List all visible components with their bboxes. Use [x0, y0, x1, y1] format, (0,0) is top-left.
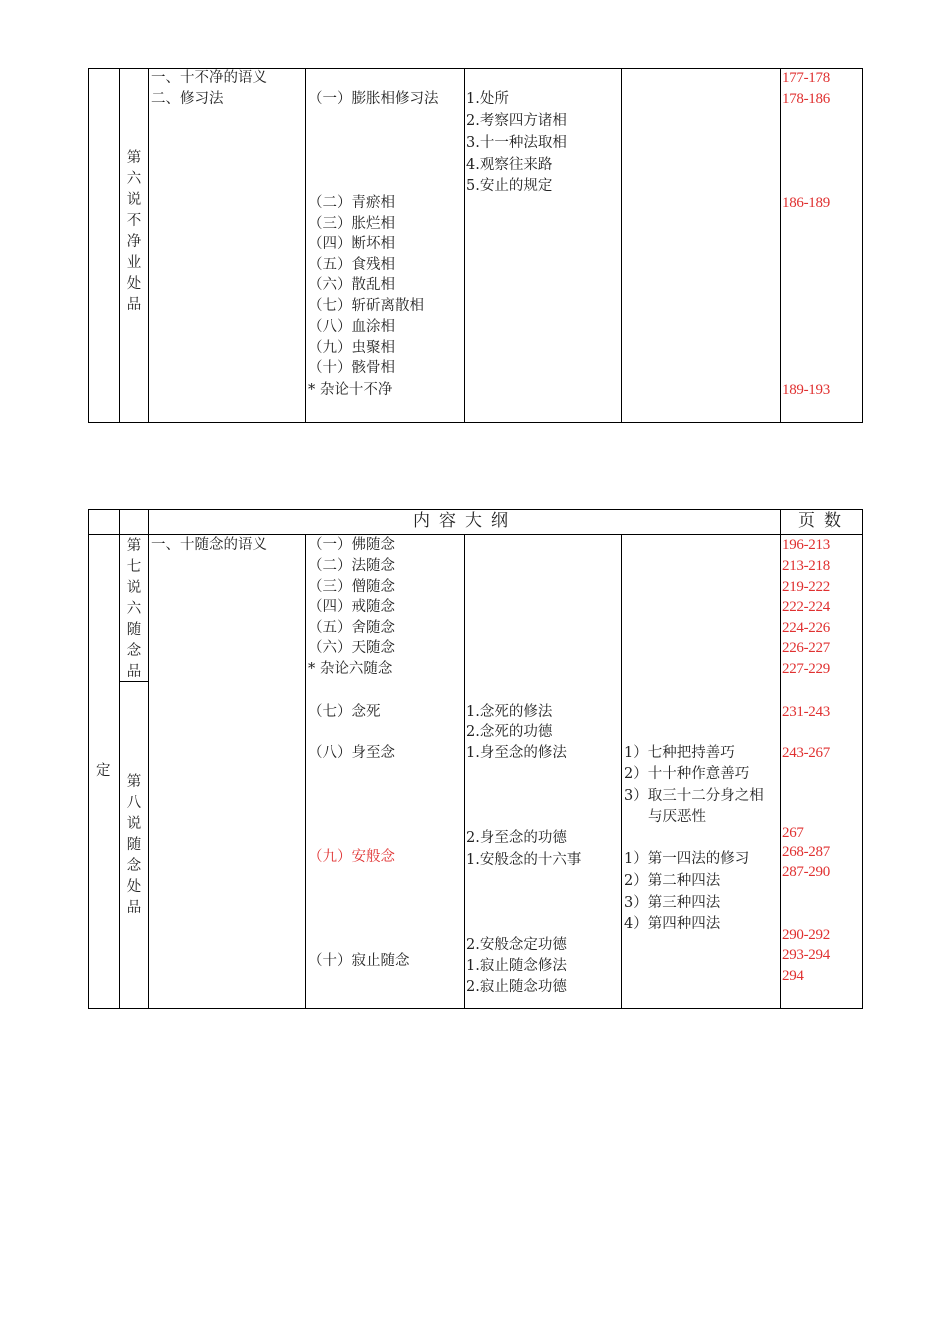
outline-item: 与厌恶性 — [648, 809, 706, 825]
outline-item: * 杂论六随念 — [308, 661, 393, 677]
page-range: 224-226 — [782, 620, 830, 636]
chapter-title: 第六说不净业处品 — [126, 150, 142, 313]
outline-item: 3）第三种四法 — [624, 895, 721, 911]
table2-divider — [780, 509, 781, 1009]
outline-item: （二）青瘀相 — [308, 195, 395, 211]
table1-divider — [464, 68, 465, 423]
table2-divider — [148, 509, 149, 1009]
page-range: 243-267 — [782, 745, 830, 761]
page-range: 268-287 — [782, 844, 830, 860]
outline-item: 2.安般念定功德 — [466, 937, 567, 953]
page-range: 178-186 — [782, 91, 830, 107]
outline-item: 1）第一四法的修习 — [624, 851, 750, 867]
outline-item: 4.观察往来路 — [466, 157, 553, 173]
section-label: 定 — [96, 763, 111, 779]
table1-divider — [780, 68, 781, 423]
chapter-title: 第八说随念处品 — [126, 774, 142, 916]
outline-item: （六）天随念 — [308, 640, 395, 656]
outline-item: 2）第二种四法 — [624, 873, 721, 889]
outline-item: 5.安止的规定 — [466, 178, 553, 194]
page-range: 186-189 — [782, 195, 830, 211]
outline-item: （七）念死 — [308, 704, 381, 720]
outline-item: 1.处所 — [466, 91, 509, 107]
outline-item: （五）舍随念 — [308, 620, 395, 636]
outline-item: 3.十一种法取相 — [466, 135, 567, 151]
page-range: 222-224 — [782, 599, 830, 615]
outline-item: 一、十不净的语义 — [151, 70, 267, 86]
outline-item: （八）身至念 — [308, 745, 395, 761]
header-pages: 页数 — [798, 511, 850, 531]
table1-divider — [119, 68, 120, 423]
outline-item: 2.寂止随念功德 — [466, 979, 567, 995]
header-divider — [88, 534, 863, 535]
outline-item: * 杂论十不净 — [308, 382, 393, 398]
page-range: 267 — [782, 825, 804, 841]
page-range: 189-193 — [782, 382, 830, 398]
page-range: 294 — [782, 968, 804, 984]
table1-divider — [305, 68, 306, 423]
page-range: 227-229 — [782, 661, 830, 677]
page-range: 231-243 — [782, 704, 830, 720]
chapter-title: 第七说六随念品 — [126, 538, 142, 680]
outline-item: 2）十十种作意善巧 — [624, 766, 750, 782]
page-range: 219-222 — [782, 579, 830, 595]
outline-item: （三）胀烂相 — [308, 216, 395, 232]
table2-divider — [119, 509, 120, 1009]
outline-item: 1.身至念的修法 — [466, 745, 567, 761]
table2-divider — [305, 534, 306, 1009]
outline-item: 4）第四种四法 — [624, 916, 721, 932]
outline-item: （二）法随念 — [308, 558, 395, 574]
outline-item: 2.考察四方诸相 — [466, 113, 567, 129]
outline-item: 2.念死的功德 — [466, 724, 553, 740]
outline-item: （一）佛随念 — [308, 537, 395, 553]
page-range: 287-290 — [782, 864, 830, 880]
table1-divider — [621, 68, 622, 423]
outline-item: （四）断坏相 — [308, 236, 395, 252]
outline-item: （七）斩斫离散相 — [308, 298, 424, 314]
page-range: 196-213 — [782, 537, 830, 553]
outline-item: （一）膨胀相修习法 — [308, 91, 439, 107]
header-outline: 内容大纲 — [413, 511, 517, 531]
outline-item: 1.安般念的十六事 — [466, 852, 582, 868]
table2-divider — [621, 534, 622, 1009]
outline-item-highlighted: （九）安般念 — [308, 849, 395, 865]
outline-item: 1.念死的修法 — [466, 704, 553, 720]
outline-item: 2.身至念的功德 — [466, 830, 567, 846]
table1-divider — [148, 68, 149, 423]
outline-item: 3）取三十二分身之相 — [624, 788, 764, 804]
page-range: 226-227 — [782, 640, 830, 656]
outline-item: （九）虫聚相 — [308, 340, 395, 356]
outline-item: （八）血涂相 — [308, 319, 395, 335]
outline-item: 一、十随念的语义 — [151, 537, 267, 553]
outline-item: （五）食残相 — [308, 257, 395, 273]
outline-item: （十）寂止随念 — [308, 953, 410, 969]
outline-item: （四）戒随念 — [308, 599, 395, 615]
page-range: 213-218 — [782, 558, 830, 574]
page-range: 177-178 — [782, 70, 830, 86]
table2-divider — [464, 534, 465, 1009]
outline-item: （六）散乱相 — [308, 277, 395, 293]
outline-item: （十）骸骨相 — [308, 360, 395, 376]
outline-item: 二、修习法 — [151, 91, 224, 107]
page-range: 293-294 — [782, 947, 830, 963]
outline-item: （三）僧随念 — [308, 579, 395, 595]
outline-item: 1）七种把持善巧 — [624, 745, 735, 761]
page-range: 290-292 — [782, 927, 830, 943]
outline-item: 1.寂止随念修法 — [466, 958, 567, 974]
